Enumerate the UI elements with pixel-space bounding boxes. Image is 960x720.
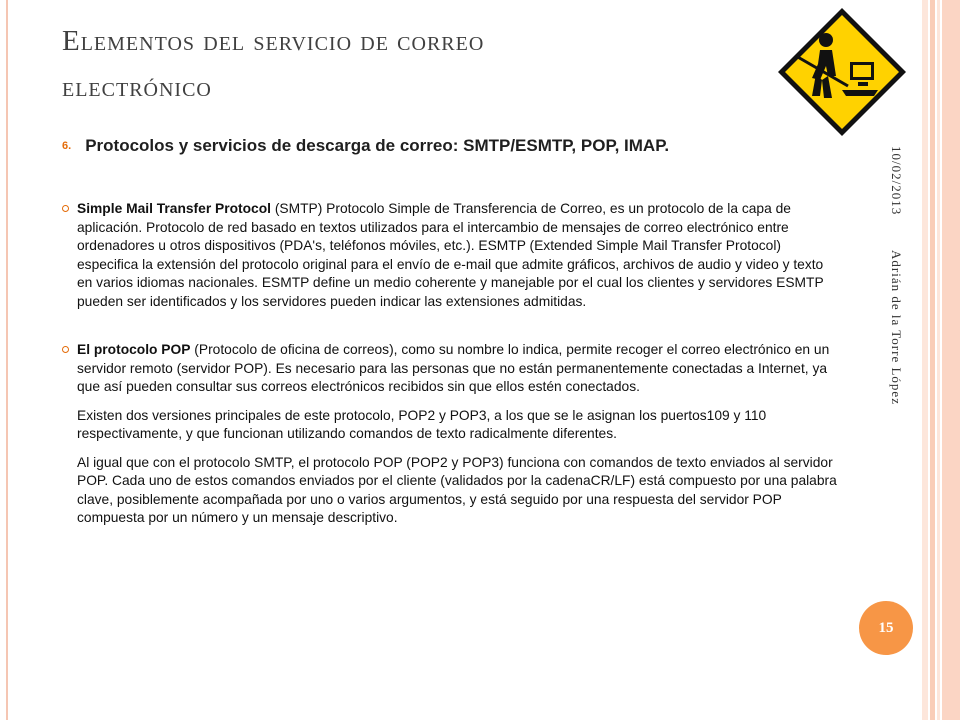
pop-commands-paragraph: Al igual que con el protocolo SMTP, el protocolo POP (POP2 y POP3) funciona con comandos de texto enviados al servidor POP. Cada uno de estos comandos enviados por el cliente (validados por la cadenaCR/LF) está compuesto por una palabra clave, posiblemente acompañada por uno o varios argumentos, y está seguido por una respuesta del servidor POP compuesta por un número y un mensaje descriptivo. (77, 454, 837, 525)
section-subtitle (62, 136, 852, 156)
title-line-2: electrónico (62, 71, 212, 103)
slide-author: Adrián de la Torre López (889, 250, 904, 405)
bullet-icon (62, 346, 69, 353)
title-line-1: Elementos del servicio de correo (62, 25, 485, 57)
pop-term: El protocolo POP (77, 342, 191, 357)
under-construction-sign-icon (776, 6, 908, 138)
slide-body (62, 200, 842, 538)
bullet-icon (62, 205, 69, 212)
page-number-badge (859, 601, 913, 655)
slide-date: 10/02/2013 (889, 146, 904, 216)
smtp-term: Simple Mail Transfer Protocol (77, 201, 271, 216)
left-border-line (6, 0, 8, 720)
subtitle-text: Protocolos y servicios de descarga de correo: SMTP/ESMTP, POP, IMAP. (85, 136, 670, 155)
slide-title (62, 18, 762, 110)
smtp-description: (SMTP) Protocolo Simple de Transferencia de Correo, es un protocolo de la capa de aplicación. Protocolo de red basado en textos utilizados para el intercambio de mensajes de correo electrónico entre ordenadores u otros dispositivos (PDA's, teléfonos móviles, etc.). ESMTP (Extended Simple Mail Transfer Protocol) especifica la extensión del protocolo original para el envío de e-mail que admite gráficos, archivos de audio y video y texto en varios idiomas nacionales. ESMTP define un medio coherente y manejable por el cual los clientes y servidores ESMTP pueden ser identificados y los servidores pueden indicar las extensiones admitidas. (77, 201, 824, 309)
page-number: 15 (878, 619, 894, 636)
decorative-stripes (922, 0, 960, 720)
smtp-paragraph (62, 200, 842, 311)
pop-paragraph (62, 341, 842, 397)
pop-description: (Protocolo de oficina de correos), como su nombre lo indica, permite recoger el correo electrónico en un servidor remoto (servidor POP). Es necesario para las personas que no están permanentemente conectadas a Internet, ya que así pueden consultar sus correos electrónicos recibidos sin que ellos estén conectados. (77, 342, 830, 394)
pop-versions-paragraph: Existen dos versiones principales de este protocolo, POP2 y POP3, a los que se le asignan los puertos109 y 110 respectivamente, y que funcionan utilizando comandos de texto radicalmente diferentes. (77, 407, 767, 441)
subtitle-number: 6. (62, 140, 72, 152)
